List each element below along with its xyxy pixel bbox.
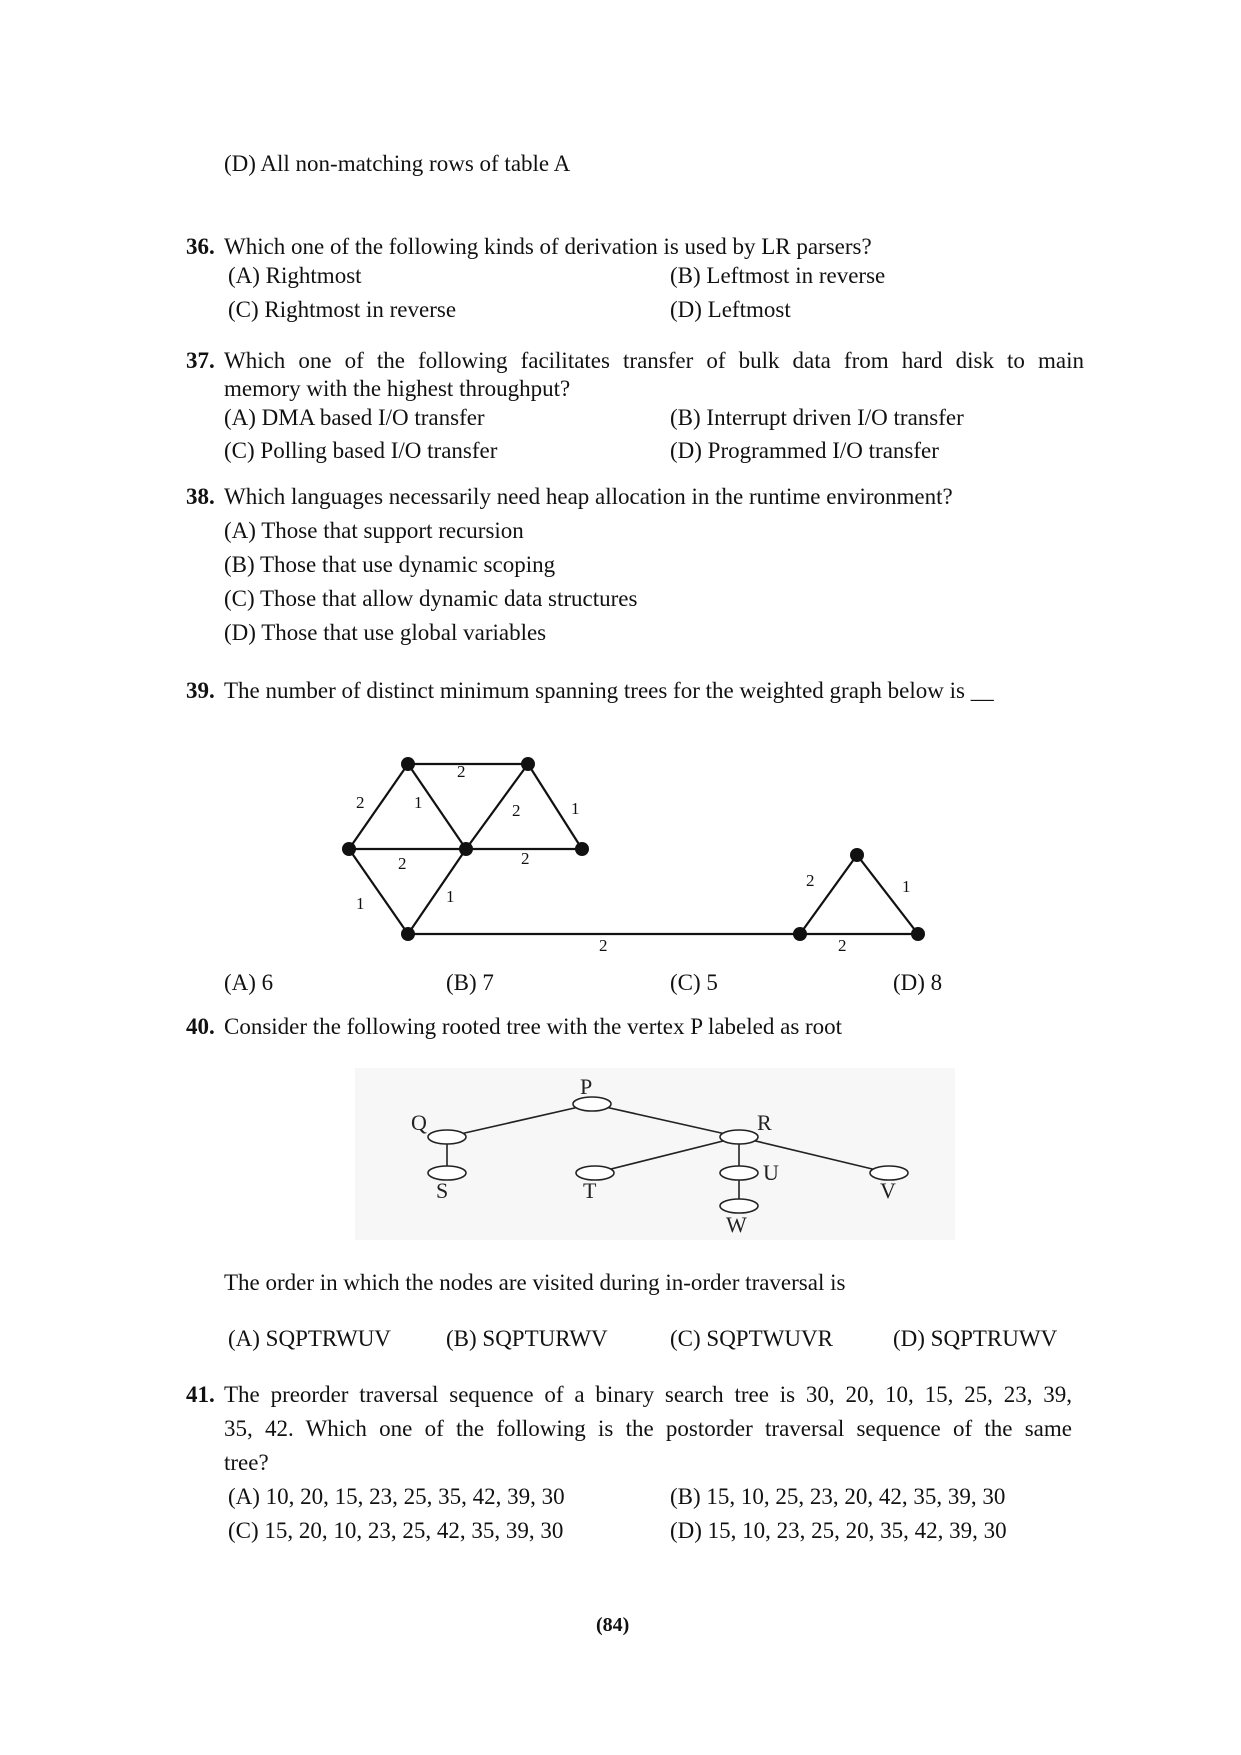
q40-text: Consider the following rooted tree with the vertex P labeled as root	[224, 1014, 843, 1039]
q38-text: Which languages necessarily need heap allocation in the runtime environment?	[224, 484, 953, 509]
tree-node-w	[720, 1199, 758, 1213]
q39-number: 39.	[186, 678, 215, 703]
edge-weight-label: 1	[356, 894, 365, 913]
q40-followup-text: The order in which the nodes are visited during in-order traversal is	[224, 1270, 846, 1295]
q36-text: Which one of the following kinds of derivation is used by LR parsers?	[224, 234, 872, 259]
edge-weight-label: 2	[521, 849, 530, 868]
q37-text-line1: Which one of the following facilitates transfer of bulk data from hard disk to main	[224, 348, 1084, 373]
q37-number: 37.	[186, 348, 215, 373]
q37-text-line2: memory with the highest throughput?	[224, 376, 571, 401]
q41-text-line3: tree?	[224, 1450, 269, 1475]
q38-option-b: (B) Those that use dynamic scoping	[224, 552, 556, 577]
q37-option-b: (B) Interrupt driven I/O transfer	[670, 405, 964, 430]
edge-weight-label: 2	[398, 854, 407, 873]
q36-option-a: (A) Rightmost	[228, 263, 362, 288]
edge-weight-label: 1	[446, 887, 455, 906]
tree-label-s: S	[436, 1178, 449, 1203]
tree-label-r: R	[757, 1110, 772, 1135]
q38-option-c: (C) Those that allow dynamic data structures	[224, 586, 638, 611]
q38-option-d: (D) Those that use global variables	[224, 620, 547, 645]
prev-option-d: (D) All non-matching rows of table A	[224, 151, 571, 176]
q36-option-c: (C) Rightmost in reverse	[228, 297, 457, 322]
edge-weight-label: 2	[599, 936, 608, 955]
q36-option-b: (B) Leftmost in reverse	[670, 263, 886, 288]
q39-option-a: (A) 6	[224, 970, 274, 995]
q41-number: 41.	[186, 1382, 215, 1407]
edge-weight-label: 1	[414, 793, 423, 812]
q38-number: 38.	[186, 484, 215, 509]
q39-text: The number of distinct minimum spanning trees for the weighted graph below is __	[224, 678, 994, 703]
tree-node-r	[720, 1130, 758, 1144]
q40-number: 40.	[186, 1014, 215, 1039]
q36-number: 36.	[186, 234, 215, 259]
q38-option-a: (A) Those that support recursion	[224, 518, 524, 543]
q40-option-b: (B) SQPTURWV	[446, 1326, 608, 1351]
edge-weight-label: 2	[356, 793, 365, 812]
tree-label-w: W	[726, 1212, 747, 1237]
q37-option-c: (C) Polling based I/O transfer	[224, 438, 498, 463]
tree-node-q	[428, 1130, 466, 1144]
tree-node-u	[720, 1166, 758, 1180]
q41-text-line1: The preorder traversal sequence of a binary search tree is 30, 20, 10, 15, 25, 23, 39,	[224, 1382, 1072, 1407]
q37-option-a: (A) DMA based I/O transfer	[224, 405, 485, 430]
tree-node-p	[573, 1097, 611, 1111]
edge-weight-label: 2	[838, 936, 847, 955]
edge-weight-label: 2	[806, 871, 815, 890]
q40-option-d: (D) SQPTRUWV	[893, 1326, 1058, 1351]
tree-label-u: U	[763, 1160, 779, 1185]
q41-option-b: (B) 15, 10, 25, 23, 20, 42, 35, 39, 30	[670, 1484, 1006, 1509]
q40-option-a: (A) SQPTRWUV	[228, 1326, 391, 1351]
q41-option-d: (D) 15, 10, 23, 25, 20, 35, 42, 39, 30	[670, 1518, 1007, 1543]
q41-text-line2: 35, 42. Which one of the following is the postorder traversal sequence of the same	[224, 1416, 1072, 1441]
q41-option-c: (C) 15, 20, 10, 23, 25, 42, 35, 39, 30	[228, 1518, 564, 1543]
q39-option-c: (C) 5	[670, 970, 718, 995]
edge-weight-label: 1	[571, 799, 580, 818]
tree-label-q: Q	[411, 1110, 427, 1135]
page-number: (84)	[596, 1614, 630, 1636]
q37-option-d: (D) Programmed I/O transfer	[670, 438, 939, 463]
q39-option-d: (D) 8	[893, 970, 943, 995]
q40-option-c: (C) SQPTWUVR	[670, 1326, 833, 1351]
q36-option-d: (D) Leftmost	[670, 297, 791, 322]
q41-option-a: (A) 10, 20, 15, 23, 25, 35, 42, 39, 30	[228, 1484, 565, 1509]
edge-weight-label: 2	[457, 762, 466, 781]
q39-option-b: (B) 7	[446, 970, 494, 995]
tree-label-p: P	[580, 1074, 593, 1099]
edge-weight-label: 2	[512, 801, 521, 820]
edge-weight-label: 1	[902, 877, 911, 896]
tree-label-v: V	[880, 1178, 896, 1203]
tree-label-t: T	[583, 1178, 597, 1203]
